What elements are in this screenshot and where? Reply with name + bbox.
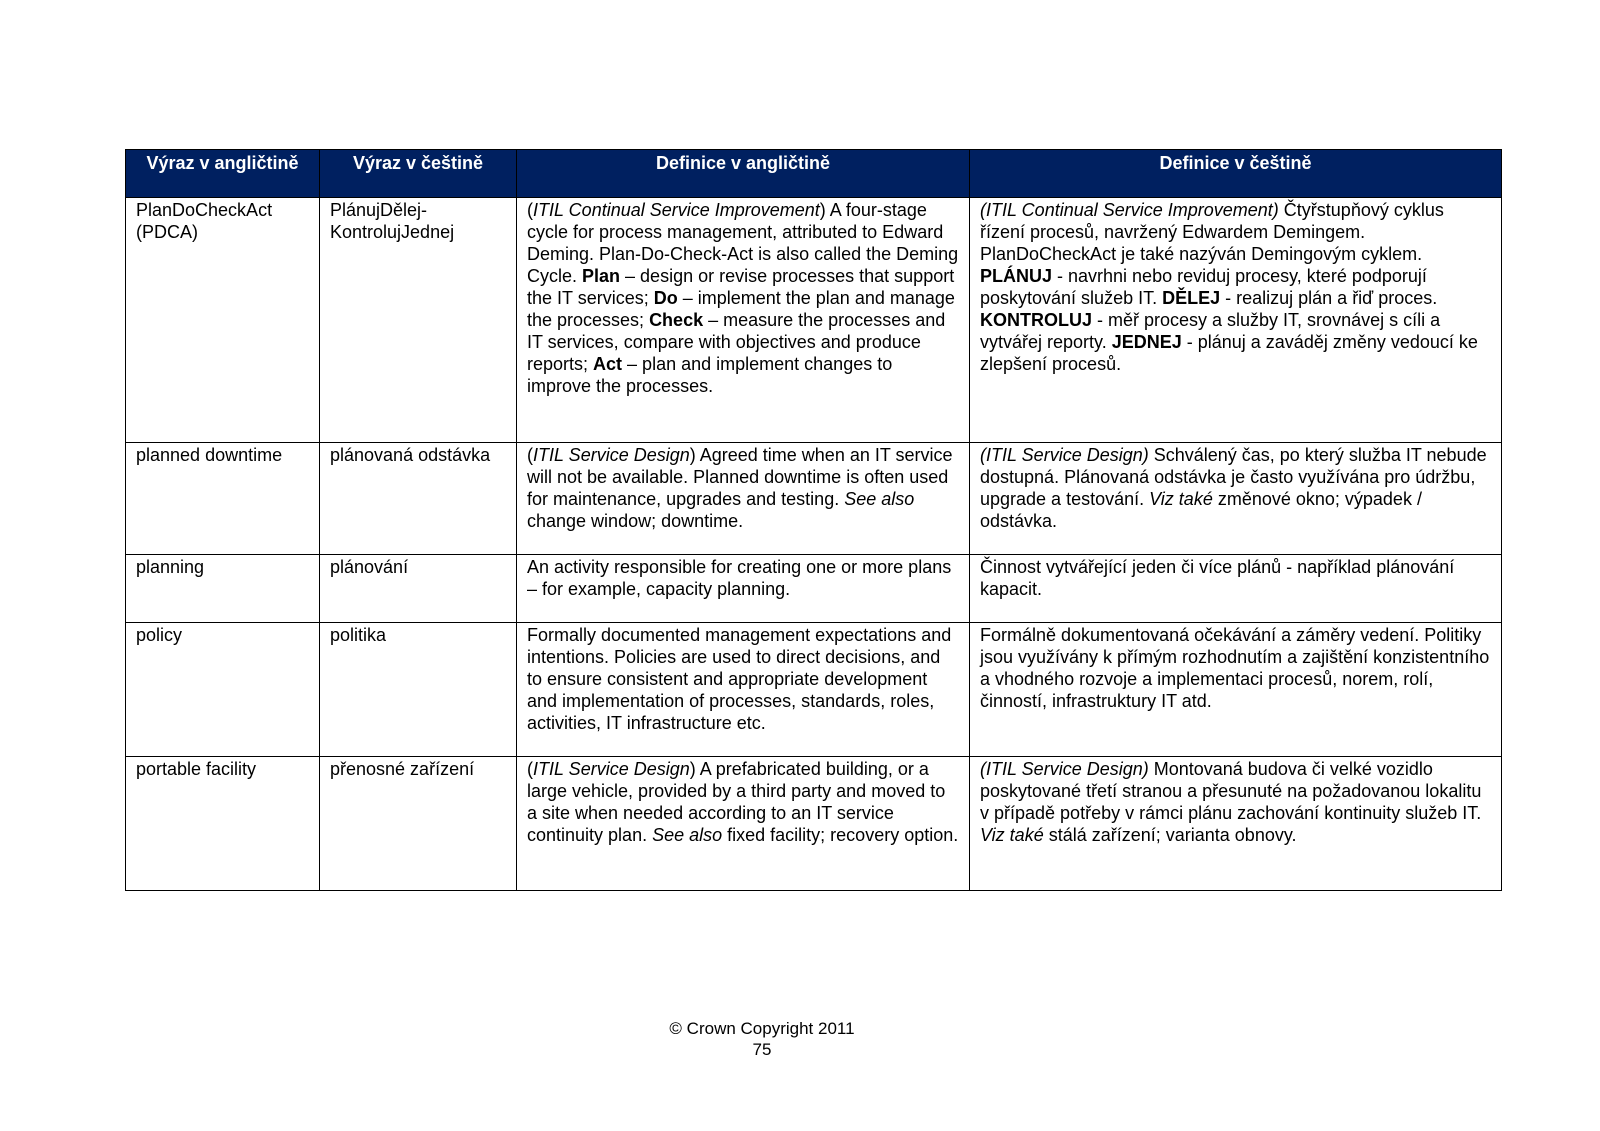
glossary-table <box>125 149 1502 891</box>
english-definition-cell <box>517 623 970 757</box>
english-definition-cell <box>517 757 970 891</box>
czech-term-cell: plánovaná odstávka <box>320 443 517 555</box>
english-term-cell: planned downtime <box>126 443 320 555</box>
definition-text: Čtyřstupňový cyklus řízení procesů, navržený Edwardem Demingem. PlanDoCheckAct je také nazýván Demingovým cyklem. <box>980 200 1444 264</box>
bold-term-text: PLÁNUJ <box>980 266 1053 286</box>
definition-text: - plánuj a zaváděj změny vedoucí ke zlepšení procesů. <box>980 332 1478 374</box>
bold-term-text: Plan <box>582 266 621 286</box>
english-term-cell: portable facility <box>126 757 320 891</box>
english-term-cell: planning <box>126 555 320 623</box>
table-header-row <box>126 150 1502 198</box>
table-row <box>126 623 1502 757</box>
italic-text: ITIL Service Design <box>533 445 690 465</box>
header-czech-definition: Definice v češtině <box>970 150 1502 198</box>
definition-text: ( <box>527 200 533 220</box>
czech-term-cell: PlánujDělej- KontrolujJednej <box>320 198 517 443</box>
czech-definition-cell <box>970 198 1502 443</box>
table-row <box>126 555 1502 623</box>
english-term-cell: policy <box>126 623 320 757</box>
italic-text: Viz také <box>1149 489 1213 509</box>
czech-term-cell: plánování <box>320 555 517 623</box>
czech-definition-cell <box>970 757 1502 891</box>
copyright-notice: © Crown Copyright 2011 <box>669 1019 855 1038</box>
table-row <box>126 757 1502 891</box>
definition-text: change window; downtime. <box>527 511 744 531</box>
definition-text: Činnost vytvářející jeden či více plánů - například plánování kapacit. <box>980 557 1455 599</box>
bold-term-text: Do <box>653 288 678 308</box>
definition-text: – measure the processes and IT services, compare with objectives and produce reports; <box>527 310 946 374</box>
czech-definition-cell <box>970 623 1502 757</box>
italic-text: ITIL Continual Service Improvement <box>533 200 820 220</box>
definition-text: změnové okno; výpadek / odstávka. <box>980 489 1422 531</box>
definition-text: ( <box>527 759 533 779</box>
table-row <box>126 198 1502 443</box>
bold-term-text: Act <box>593 354 623 374</box>
czech-definition-cell <box>970 555 1502 623</box>
italic-text: (ITIL Service Design) <box>980 759 1149 779</box>
english-term-cell: PlanDoCheckAct (PDCA) <box>126 198 320 443</box>
definition-text: - navrhni nebo reviduj procesy, které podporují poskytování služeb IT. <box>980 266 1427 308</box>
header-czech-term: Výraz v češtině <box>320 150 517 198</box>
definition-text: – design or revise processes that support the IT services; <box>527 266 955 308</box>
bold-term-text: DĚLEJ <box>1162 288 1221 308</box>
italic-text: ITIL Service Design <box>533 759 690 779</box>
italic-text: See also <box>844 489 915 509</box>
italic-text: (ITIL Continual Service Improvement) <box>980 200 1279 220</box>
definition-text: ) Agreed time when an IT service will not be available. Planned downtime is often used for maintenance, upgrades and testing. <box>527 445 953 509</box>
header-english-term: Výraz v angličtině <box>126 150 320 198</box>
definition-text: – implement the plan and manage the processes; <box>527 288 955 330</box>
english-definition-cell <box>517 198 970 443</box>
page-number: 75 <box>752 1040 772 1059</box>
definition-text: – plan and implement changes to improve the processes. <box>527 354 893 396</box>
definition-text: Formálně dokumentovaná očekávání a záměry vedení. Politiky jsou využívány k přímým rozhodnutím a zajištění konzistentního a vhodného rozvoje a implementaci procesů, norem, rolí, činností, infrastruktury IT atd. <box>980 625 1490 711</box>
definition-text: An activity responsible for creating one or more plans – for example, capacity planning. <box>527 557 952 599</box>
italic-text: (ITIL Service Design) <box>980 445 1149 465</box>
bold-term-text: Check <box>649 310 704 330</box>
definition-text: ) A four-stage cycle for process management, attributed to Edward Deming. Plan-Do-Check-Act is also called the Deming Cycle. <box>527 200 959 286</box>
bold-term-text: JEDNEJ <box>1111 332 1182 352</box>
czech-term-cell: přenosné zařízení <box>320 757 517 891</box>
definition-text: - měř procesy a služby IT, srovnávej s cíli a vytvářej reporty. <box>980 310 1441 352</box>
definition-text: - realizuj plán a řiď proces. <box>1220 288 1438 308</box>
definition-text: stálá zařízení; varianta obnovy. <box>1043 825 1297 845</box>
definition-text: ) A prefabricated building, or a large vehicle, provided by a third party and moved to a site when needed according to an IT service continuity plan. <box>527 759 946 845</box>
english-definition-cell <box>517 555 970 623</box>
table-row <box>126 443 1502 555</box>
definition-text: Montovaná budova či velké vozidlo poskytované třetí stranou a přesunuté na požadovanou lokalitu v případě potřeby v rámci plánu zachování kontinuity služeb IT. <box>980 759 1482 823</box>
definition-text: ( <box>527 445 533 465</box>
definition-text: Schválený čas, po který služba IT nebude dostupná. Plánovaná odstávka je často využívána pro údržbu, upgrade a testování. <box>980 445 1487 509</box>
english-definition-cell <box>517 443 970 555</box>
definition-text: Formally documented management expectations and intentions. Policies are used to direct decisions, and to ensure consistent and appropriate development and implementation of processes, standards, roles, activities, IT infrastructure etc. <box>527 625 952 733</box>
definition-text: fixed facility; recovery option. <box>722 825 959 845</box>
italic-text: See also <box>652 825 723 845</box>
czech-definition-cell <box>970 443 1502 555</box>
czech-term-cell: politika <box>320 623 517 757</box>
italic-text: Viz také <box>980 825 1044 845</box>
header-english-definition: Definice v angličtině <box>517 150 970 198</box>
bold-term-text: KONTROLUJ <box>980 310 1092 330</box>
